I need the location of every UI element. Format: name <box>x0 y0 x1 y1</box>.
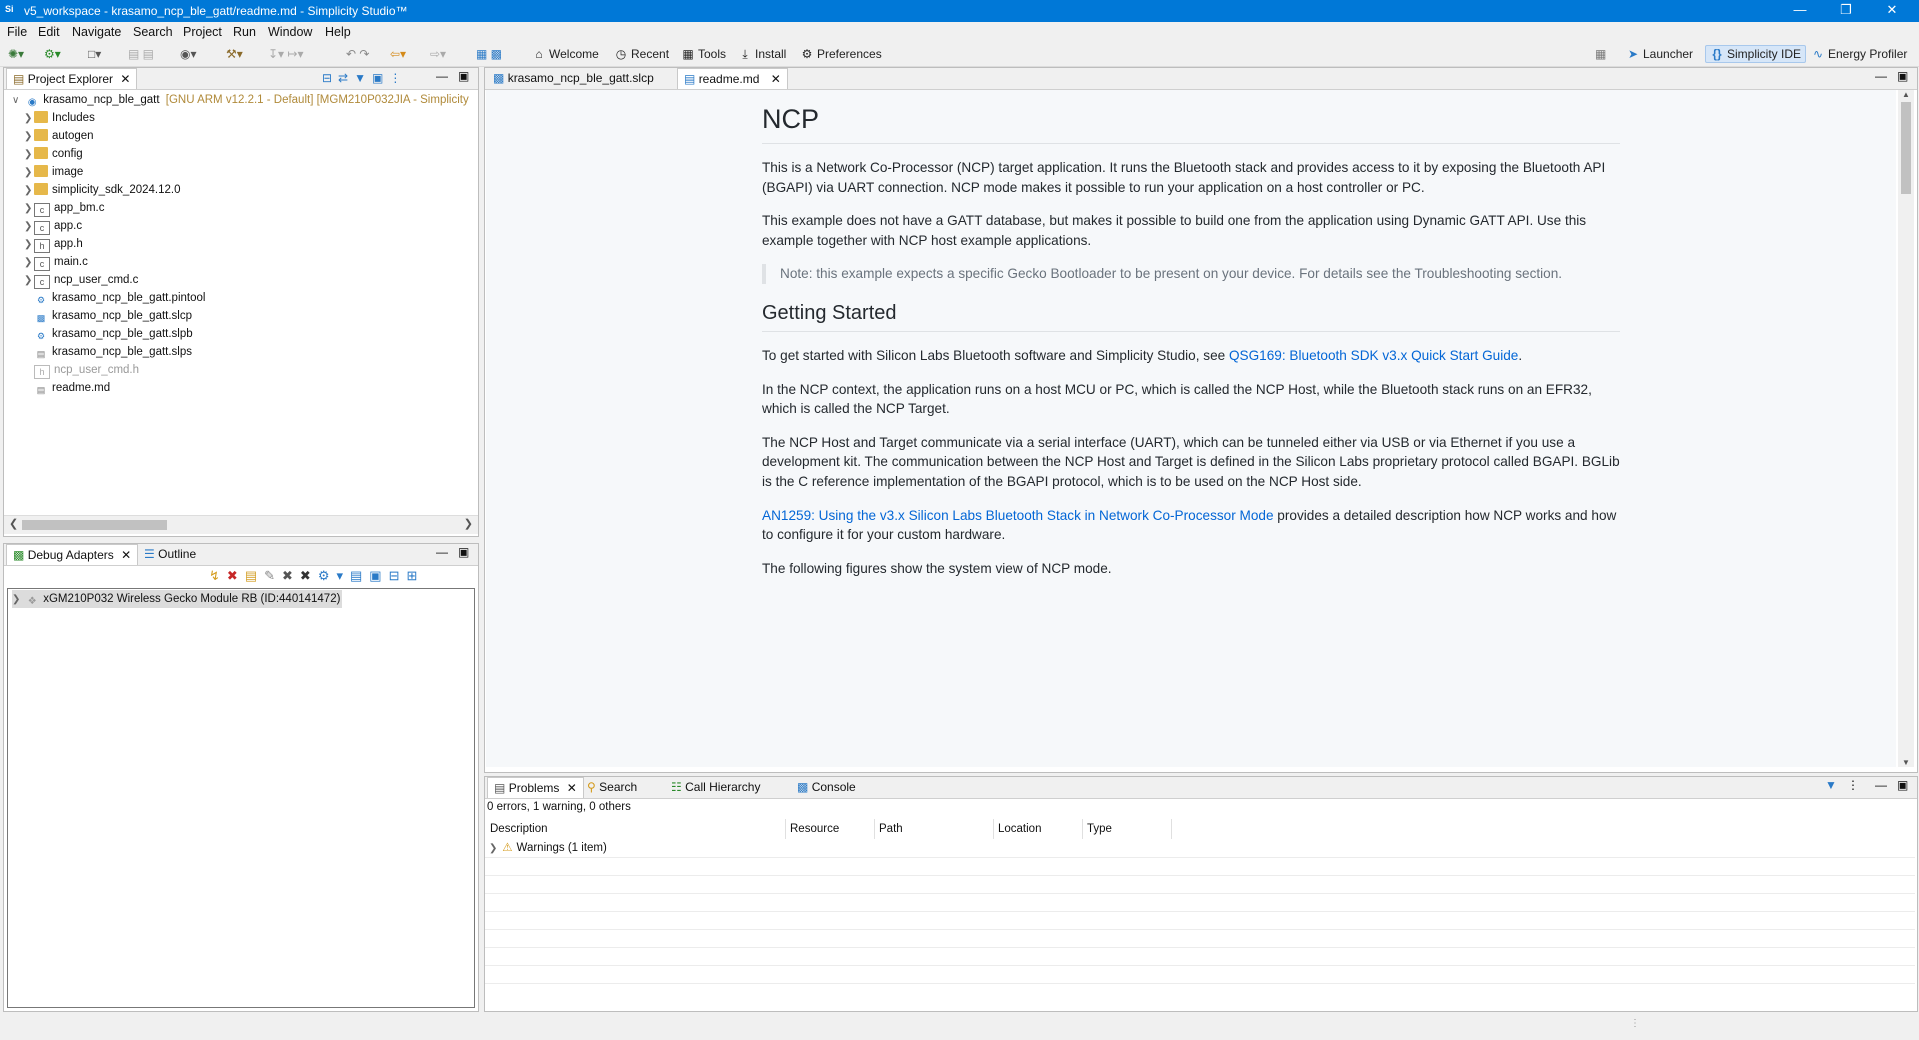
tree-item-label: config <box>52 148 83 160</box>
minimize-view-icon[interactable]: — <box>436 545 448 559</box>
tree-item[interactable] <box>24 163 83 181</box>
rocket-icon: ➤ <box>1627 47 1639 61</box>
tree-item[interactable] <box>24 379 110 397</box>
scroll-left-icon[interactable]: ❮ <box>9 518 19 530</box>
explorer-view-icons[interactable]: ⊟⇄▼▣⋮ <box>322 71 408 85</box>
tree-item[interactable] <box>24 325 193 343</box>
warnings-row[interactable]: ❯ ⚠ Warnings (1 item) <box>489 839 607 857</box>
minimize-view-icon[interactable]: — <box>1875 778 1887 792</box>
filter-icon[interactable]: ▼ <box>1825 778 1837 792</box>
tree-item-label: ncp_user_cmd.h <box>54 364 140 376</box>
chevron-right-icon[interactable]: ❯ <box>24 113 33 124</box>
status-bar-grip-icon: ⋮ <box>1630 1018 1640 1029</box>
open-perspective-icon[interactable]: ▦ ▩ <box>476 47 503 61</box>
file-icon: h <box>34 239 50 253</box>
main-toolbar <box>0 42 1919 67</box>
clock-icon: ◷ <box>615 47 627 61</box>
file-icon: ▤ <box>36 385 46 395</box>
debug-adapters-panel <box>3 543 479 1012</box>
row-divider <box>485 857 1915 858</box>
grid-icon: ▦ <box>682 47 694 61</box>
chevron-right-icon[interactable]: ❯ <box>489 843 498 854</box>
title-bar <box>0 0 1919 22</box>
tree-item-label: app.c <box>54 220 83 232</box>
simplicity-ide-perspective[interactable]: {} Simplicity IDE <box>1705 45 1806 63</box>
tree-item-label: simplicity_sdk_2024.12.0 <box>52 184 181 196</box>
slcp-file-icon: ▩ <box>493 71 505 85</box>
menu-help[interactable]: Help <box>325 25 351 39</box>
minimize-editor-icon[interactable]: — <box>1875 69 1887 83</box>
debug-icon[interactable]: ⚙▾ <box>44 47 61 61</box>
pulse-icon: ∿ <box>1812 47 1824 61</box>
scroll-thumb[interactable] <box>1901 102 1911 194</box>
build-icon[interactable]: ✺▾ <box>8 47 25 61</box>
menu-run[interactable]: Run <box>233 25 256 39</box>
tree-item-label: krasamo_ncp_ble_gatt.slpb <box>52 328 193 340</box>
history-forward-icon[interactable]: ⇨▾ <box>430 47 447 61</box>
an1259-link[interactable]: AN1259: Using the v3.x Silicon Labs Bluetooth Stack in Network Co-Processor Mode <box>762 507 1274 523</box>
tree-item-label: image <box>52 166 84 178</box>
md-file-icon: ▤ <box>684 72 696 86</box>
file-icon: c <box>34 257 50 271</box>
vertical-scrollbar[interactable] <box>1898 90 1914 767</box>
paragraph-gatt: This example does not have a GATT database, but makes it possible to build one from the application using Dynamic GATT API. Use this example together with NCP host example applications. <box>762 213 1587 248</box>
tree-item-label: krasamo_ncp_ble_gatt.slps <box>52 346 192 358</box>
project-tree <box>4 89 478 509</box>
heading-getting-started: Getting Started <box>762 302 1620 332</box>
close-tab-icon[interactable]: ✕ <box>770 72 781 86</box>
project-explorer-panel <box>3 67 479 537</box>
column-location[interactable]: Location <box>993 819 1083 839</box>
home-icon: ⌂ <box>535 47 543 61</box>
file-icon: c <box>34 203 50 217</box>
close-tab-icon[interactable]: ✕ <box>566 781 577 795</box>
chevron-right-icon[interactable]: ❯ <box>24 131 33 142</box>
debug-adapter-list <box>7 588 475 1008</box>
close-tab-icon[interactable]: ✕ <box>121 548 132 562</box>
menu-window[interactable]: Window <box>268 25 313 39</box>
note-blockquote: Note: this example expects a specific Gecko Bootloader to be present on your device. For details see the Troubleshooting section. <box>762 264 1620 284</box>
close-window-icon[interactable]: ✕ <box>1886 2 1898 17</box>
chevron-right-icon[interactable]: ❯ <box>24 203 33 214</box>
tree-item-label: krasamo_ncp_ble_gatt.slcp <box>52 310 192 322</box>
tree-item[interactable] <box>24 361 139 379</box>
search-icon: ⚲ <box>587 780 596 794</box>
adapter-icon: ❖ <box>27 596 37 607</box>
debug-adapters-tabstrip <box>4 544 478 566</box>
restore-icon[interactable]: ❐ <box>1840 2 1852 17</box>
view-menu-icon[interactable]: ⋮ <box>1847 778 1859 792</box>
folder-icon <box>34 129 48 141</box>
row-divider <box>485 929 1915 930</box>
row-divider <box>485 875 1915 876</box>
file-icon: h <box>34 365 50 379</box>
chevron-right-icon[interactable]: ❯ <box>12 594 21 605</box>
connect-icon[interactable]: ↯ <box>209 568 227 583</box>
editor-tabstrip <box>485 68 1917 90</box>
tree-item[interactable] <box>24 181 181 199</box>
maximize-view-icon[interactable]: ▣ <box>458 545 470 559</box>
braces-icon: {} <box>1712 47 1722 61</box>
chevron-right-icon[interactable]: ❯ <box>24 239 33 250</box>
tree-item[interactable] <box>24 109 95 127</box>
tab-search[interactable]: ⚲ Search <box>587 780 638 794</box>
folder-icon <box>34 147 48 159</box>
row-divider <box>485 947 1915 948</box>
menu-edit[interactable]: Edit <box>38 25 60 39</box>
tab-debug-adapters[interactable]: ▩ Debug Adapters ✕ <box>6 544 138 565</box>
readme-viewer <box>486 90 1896 767</box>
project-explorer-tabstrip <box>4 68 478 90</box>
row-divider <box>485 983 1915 984</box>
new-icon[interactable]: □▾ <box>88 47 102 61</box>
paragraph-ncp-context: In the NCP context, the application runs on a host MCU or PC, which is called the NCP Host, while the Bluetooth stack runs on an EFR32, which is called the NCP Target. <box>762 381 1592 417</box>
preferences-button[interactable]: ⚙ Preferences <box>801 47 882 61</box>
tools-button[interactable]: ▦ Tools <box>682 47 727 61</box>
minimize-icon[interactable]: — <box>1793 2 1807 17</box>
qsg169-link[interactable]: QSG169: Bluetooth SDK v3.x Quick Start Guide <box>1228 347 1519 363</box>
console-icon: ▩ <box>797 780 809 794</box>
file-icon: ⚙ <box>36 331 46 341</box>
tree-item[interactable] <box>24 289 205 307</box>
tree-item[interactable] <box>24 307 192 325</box>
outline-icon: ☰ <box>144 547 155 561</box>
close-tab-icon[interactable]: ✕ <box>120 72 131 86</box>
row-divider <box>485 965 1915 966</box>
disconnect-icon[interactable]: ✖ <box>226 568 245 583</box>
column-type[interactable]: Type <box>1082 819 1172 839</box>
column-path[interactable]: Path <box>874 819 994 839</box>
tree-item[interactable] <box>24 145 83 163</box>
tree-item-label: app_bm.c <box>54 202 105 214</box>
nav-icons[interactable]: ↧▾ ↦▾ <box>268 47 304 61</box>
chevron-right-icon[interactable]: ❯ <box>24 275 33 286</box>
readme-document <box>762 90 1620 578</box>
tree-item[interactable] <box>24 127 94 145</box>
tab-console[interactable]: ▩ Console <box>797 780 856 794</box>
tree-item-label: autogen <box>52 130 94 142</box>
maximize-editor-icon[interactable]: ▣ <box>1897 69 1909 83</box>
scroll-right-icon[interactable]: ❯ <box>463 518 473 530</box>
file-icon: c <box>34 275 50 289</box>
recent-button[interactable]: ◷ Recent <box>615 47 670 61</box>
scroll-thumb[interactable] <box>22 520 167 530</box>
tree-item-label: main.c <box>54 256 88 268</box>
file-icon: ▩ <box>36 313 46 323</box>
tree-item[interactable] <box>24 235 83 253</box>
menu-bar <box>0 22 1919 42</box>
gear-icon: ⚙ <box>801 47 813 61</box>
edit-icon[interactable]: ✎ <box>264 568 283 583</box>
column-description[interactable]: Description <box>485 819 786 839</box>
chevron-right-icon[interactable]: ❯ <box>24 221 33 232</box>
maximize-view-icon[interactable]: ▣ <box>1897 778 1909 792</box>
tree-item-label: Includes <box>52 112 95 124</box>
chevron-right-icon[interactable]: ❯ <box>24 257 33 268</box>
folder-icon <box>34 165 48 177</box>
call-hierarchy-icon: ☷ <box>671 780 682 794</box>
save-icon[interactable]: ▤ ▤ <box>128 47 155 61</box>
tools-icon[interactable]: ✖ <box>299 568 318 583</box>
menu-navigate[interactable]: Navigate <box>72 25 122 39</box>
tree-item-label: krasamo_ncp_ble_gatt.pintool <box>52 292 206 304</box>
bottom-tabstrip <box>485 777 1917 799</box>
paragraph-get-started: To get started with Silicon Labs Bluetooth software and Simplicity Studio, see QSG169: Bluetooth SDK v3.x Quick Start Guide. <box>762 347 1523 363</box>
tab-problems[interactable]: ▤ Problems ✕ <box>487 777 584 798</box>
delete-icon[interactable]: ✖ <box>282 568 300 583</box>
debug-adapter-toolbar[interactable] <box>209 568 424 584</box>
maximize-view-icon[interactable]: ▣ <box>458 69 470 83</box>
tree-item[interactable] <box>24 271 138 289</box>
tree-item[interactable] <box>24 217 82 235</box>
scroll-up-icon[interactable]: ▲ <box>1902 90 1910 99</box>
horizontal-scrollbar[interactable] <box>4 515 478 534</box>
file-icon: ⚙ <box>36 295 46 305</box>
settings-gear-icon[interactable]: ⚙▾ <box>317 568 351 583</box>
install-button[interactable]: ⤓ Install <box>738 46 786 62</box>
chevron-right-icon[interactable]: ❯ <box>24 149 33 160</box>
tree-item-label: ncp_user_cmd.c <box>54 274 139 286</box>
heading-ncp: NCP <box>762 104 1620 144</box>
scroll-down-icon[interactable]: ▼ <box>1902 758 1910 767</box>
problems-table <box>485 819 1915 1009</box>
problems-icon: ▤ <box>494 781 506 795</box>
file-icon: ▤ <box>36 349 46 359</box>
history-back-icon[interactable]: ⇦▾ <box>390 47 407 61</box>
tab-readme[interactable]: ▤ readme.md ✕ <box>677 68 788 89</box>
window-title: v5_workspace - krasamo_ncp_ble_gatt/readme.md - Simplicity Studio™ <box>24 4 408 18</box>
paragraph-intro: This is a Network Co-Processor (NCP) target application. It runs the Bluetooth stack and provides access to it by exposing the Bluetooth API (BGAPI) via UART connection. NCP mode makes it possible to run your application on a host controller or PC. <box>762 160 1606 195</box>
folder-icon <box>34 111 48 123</box>
minimize-view-icon[interactable]: — <box>436 69 448 83</box>
tab-call-hierarchy[interactable]: ☷ Call Hierarchy <box>671 780 761 794</box>
tab-slcp[interactable]: ▩ krasamo_ncp_ble_gatt.slcp <box>493 71 654 85</box>
flash-icon[interactable]: ◉▾ <box>180 47 197 61</box>
view-icons[interactable]: ▤▣⊟⊞ <box>350 568 425 583</box>
tree-project-root[interactable]: ∨ ◉ krasamo_ncp_ble_gatt [GNU ARM v12.2.1 - Default] [MGM210P032JIA - Simplicity <box>12 94 469 108</box>
paragraph-an1259: AN1259: Using the v3.x Silicon Labs Bluetooth Stack in Network Co-Processor Mode provides a detailed description how NCP works and how to configure it for your custom hardware. <box>762 507 1617 543</box>
tree-item[interactable] <box>24 199 105 217</box>
tree-item[interactable] <box>24 253 88 271</box>
launcher-perspective[interactable]: ➤ Launcher <box>1627 47 1694 61</box>
chevron-right-icon[interactable]: ❯ <box>24 167 33 178</box>
chevron-right-icon[interactable]: ❯ <box>24 185 33 196</box>
file-icon: c <box>34 221 50 235</box>
debug-adapter-item[interactable]: ❯ ❖ xGM210P032 Wireless Gecko Module RB (ID:440141472) <box>12 590 342 608</box>
folder-icon <box>34 183 48 195</box>
folder-icon[interactable]: ▤ <box>244 568 265 583</box>
problems-panel <box>484 776 1918 1012</box>
back-icon[interactable]: ↶ ↷ <box>346 47 370 61</box>
paragraph-uart: The NCP Host and Target communicate via a serial interface (UART), which can be tunneled either via USB or via Ethernet if you use a development kit. The communication between the NCP Host and Target is defined in the Silicon Labs proprietary protocol called BGAPI. BGLib is the C reference implementation of the BGAPI protocol, which is to be used on the NCP Host side. <box>762 434 1620 489</box>
energy-profiler-perspective[interactable]: ∿ Energy Profiler <box>1812 47 1908 61</box>
welcome-button[interactable]: ⌂ Welcome <box>532 46 599 62</box>
debug-adapter-icon: ▩ <box>13 548 25 562</box>
project-icon: ◉ <box>27 97 37 108</box>
row-divider <box>485 911 1915 912</box>
download-icon: ⤓ <box>742 47 748 61</box>
column-resource[interactable]: Resource <box>785 819 875 839</box>
paragraph-figures: The following figures show the system view of NCP mode. <box>762 560 1112 576</box>
row-divider <box>485 893 1915 894</box>
open-perspective-button-icon[interactable]: ▦ <box>1595 47 1607 61</box>
problems-summary: 0 errors, 1 warning, 0 others <box>487 801 631 813</box>
menu-file[interactable]: File <box>7 25 28 39</box>
tools-icon[interactable]: ⚒▾ <box>226 47 243 61</box>
app-logo-icon: Si <box>5 4 14 14</box>
tab-project-explorer[interactable]: ▤ Project Explorer ✕ <box>6 68 137 89</box>
menu-project[interactable]: Project <box>183 25 222 39</box>
tree-item-label: app.h <box>54 238 83 250</box>
tree-item-label: readme.md <box>52 382 111 394</box>
warning-icon: ⚠ <box>502 842 513 854</box>
chevron-down-icon[interactable]: ∨ <box>12 95 20 106</box>
project-explorer-icon: ▤ <box>13 72 25 86</box>
tab-outline[interactable]: ☰ Outline <box>144 547 197 561</box>
menu-search[interactable]: Search <box>133 25 173 39</box>
tree-item[interactable] <box>24 343 192 361</box>
